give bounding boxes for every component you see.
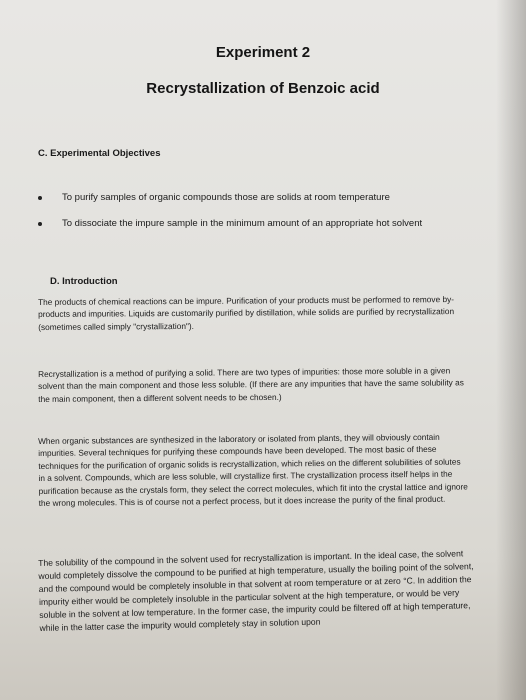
introduction-heading: D. Introduction xyxy=(50,276,118,287)
experiment-subtitle: Recrystallization of Benzoic acid xyxy=(146,80,380,97)
objective-item xyxy=(38,218,498,229)
objective-text: To dissociate the impure sample in the minimum amount of an appropriate hot solvent xyxy=(62,218,423,229)
bullet-icon xyxy=(38,222,42,226)
objectives-list xyxy=(38,192,498,244)
objective-item xyxy=(38,192,498,203)
intro-paragraph-3: When organic substances are synthesized in the laboratory or isolated from plants, they will obviously contain impurities. Several techniques for purifying these compounds have been developed. The most basic of these techniques for the purification of organic solids is recrystallization, which relies on the different solubilities of solutes in a solvent. Compounds, which are less soluble, will crystallize first. The crystallization process itself helps in the purification because as the crystals form, they select the correct molecules, which fit into the crystal lattice and ignore the wrong molecules. This is of course not a perfect process, but it does increase the purity of the final product. xyxy=(38,431,468,509)
intro-paragraph-2: Recrystallization is a method of purifying a solid. There are two types of impurities: those more soluble in a given solvent than the main component and those less soluble. (If there are any impurities that have the same solubility as the main component, then a different solvent needs to be chosen.) xyxy=(38,365,464,404)
bullet-icon xyxy=(38,196,42,200)
intro-paragraph-1: The products of chemical reactions can be impure. Purification of your products must be performed to remove by-products and impurities. Liquids are customarily purified by distillation, while solids are purified by recrystallization (sometimes called simply "crystallization"). xyxy=(38,294,455,332)
objectives-heading: C. Experimental Objectives xyxy=(38,148,161,159)
experiment-title: Experiment 2 xyxy=(215,44,311,61)
objective-text: To purify samples of organic compounds those are solids at room temperature xyxy=(62,192,390,203)
intro-paragraph-4: The solubility of the compound in the solvent used for recrystallization is important. In the ideal case, the solvent would completely dissolve the compound to be purified at high temperature, usually the boiling point of the solvent, and the compound would be completely insoluble in that solvent at room temperature or at zero °C. In addition the impurity either would be completely insoluble in the particular solvent at the high temperature, or would be very soluble in the solvent at low temperature. In the former case, the impurity could be filtered off at high temperature, while in the latter case the impurity would completely stay in solution upon xyxy=(38,548,474,633)
